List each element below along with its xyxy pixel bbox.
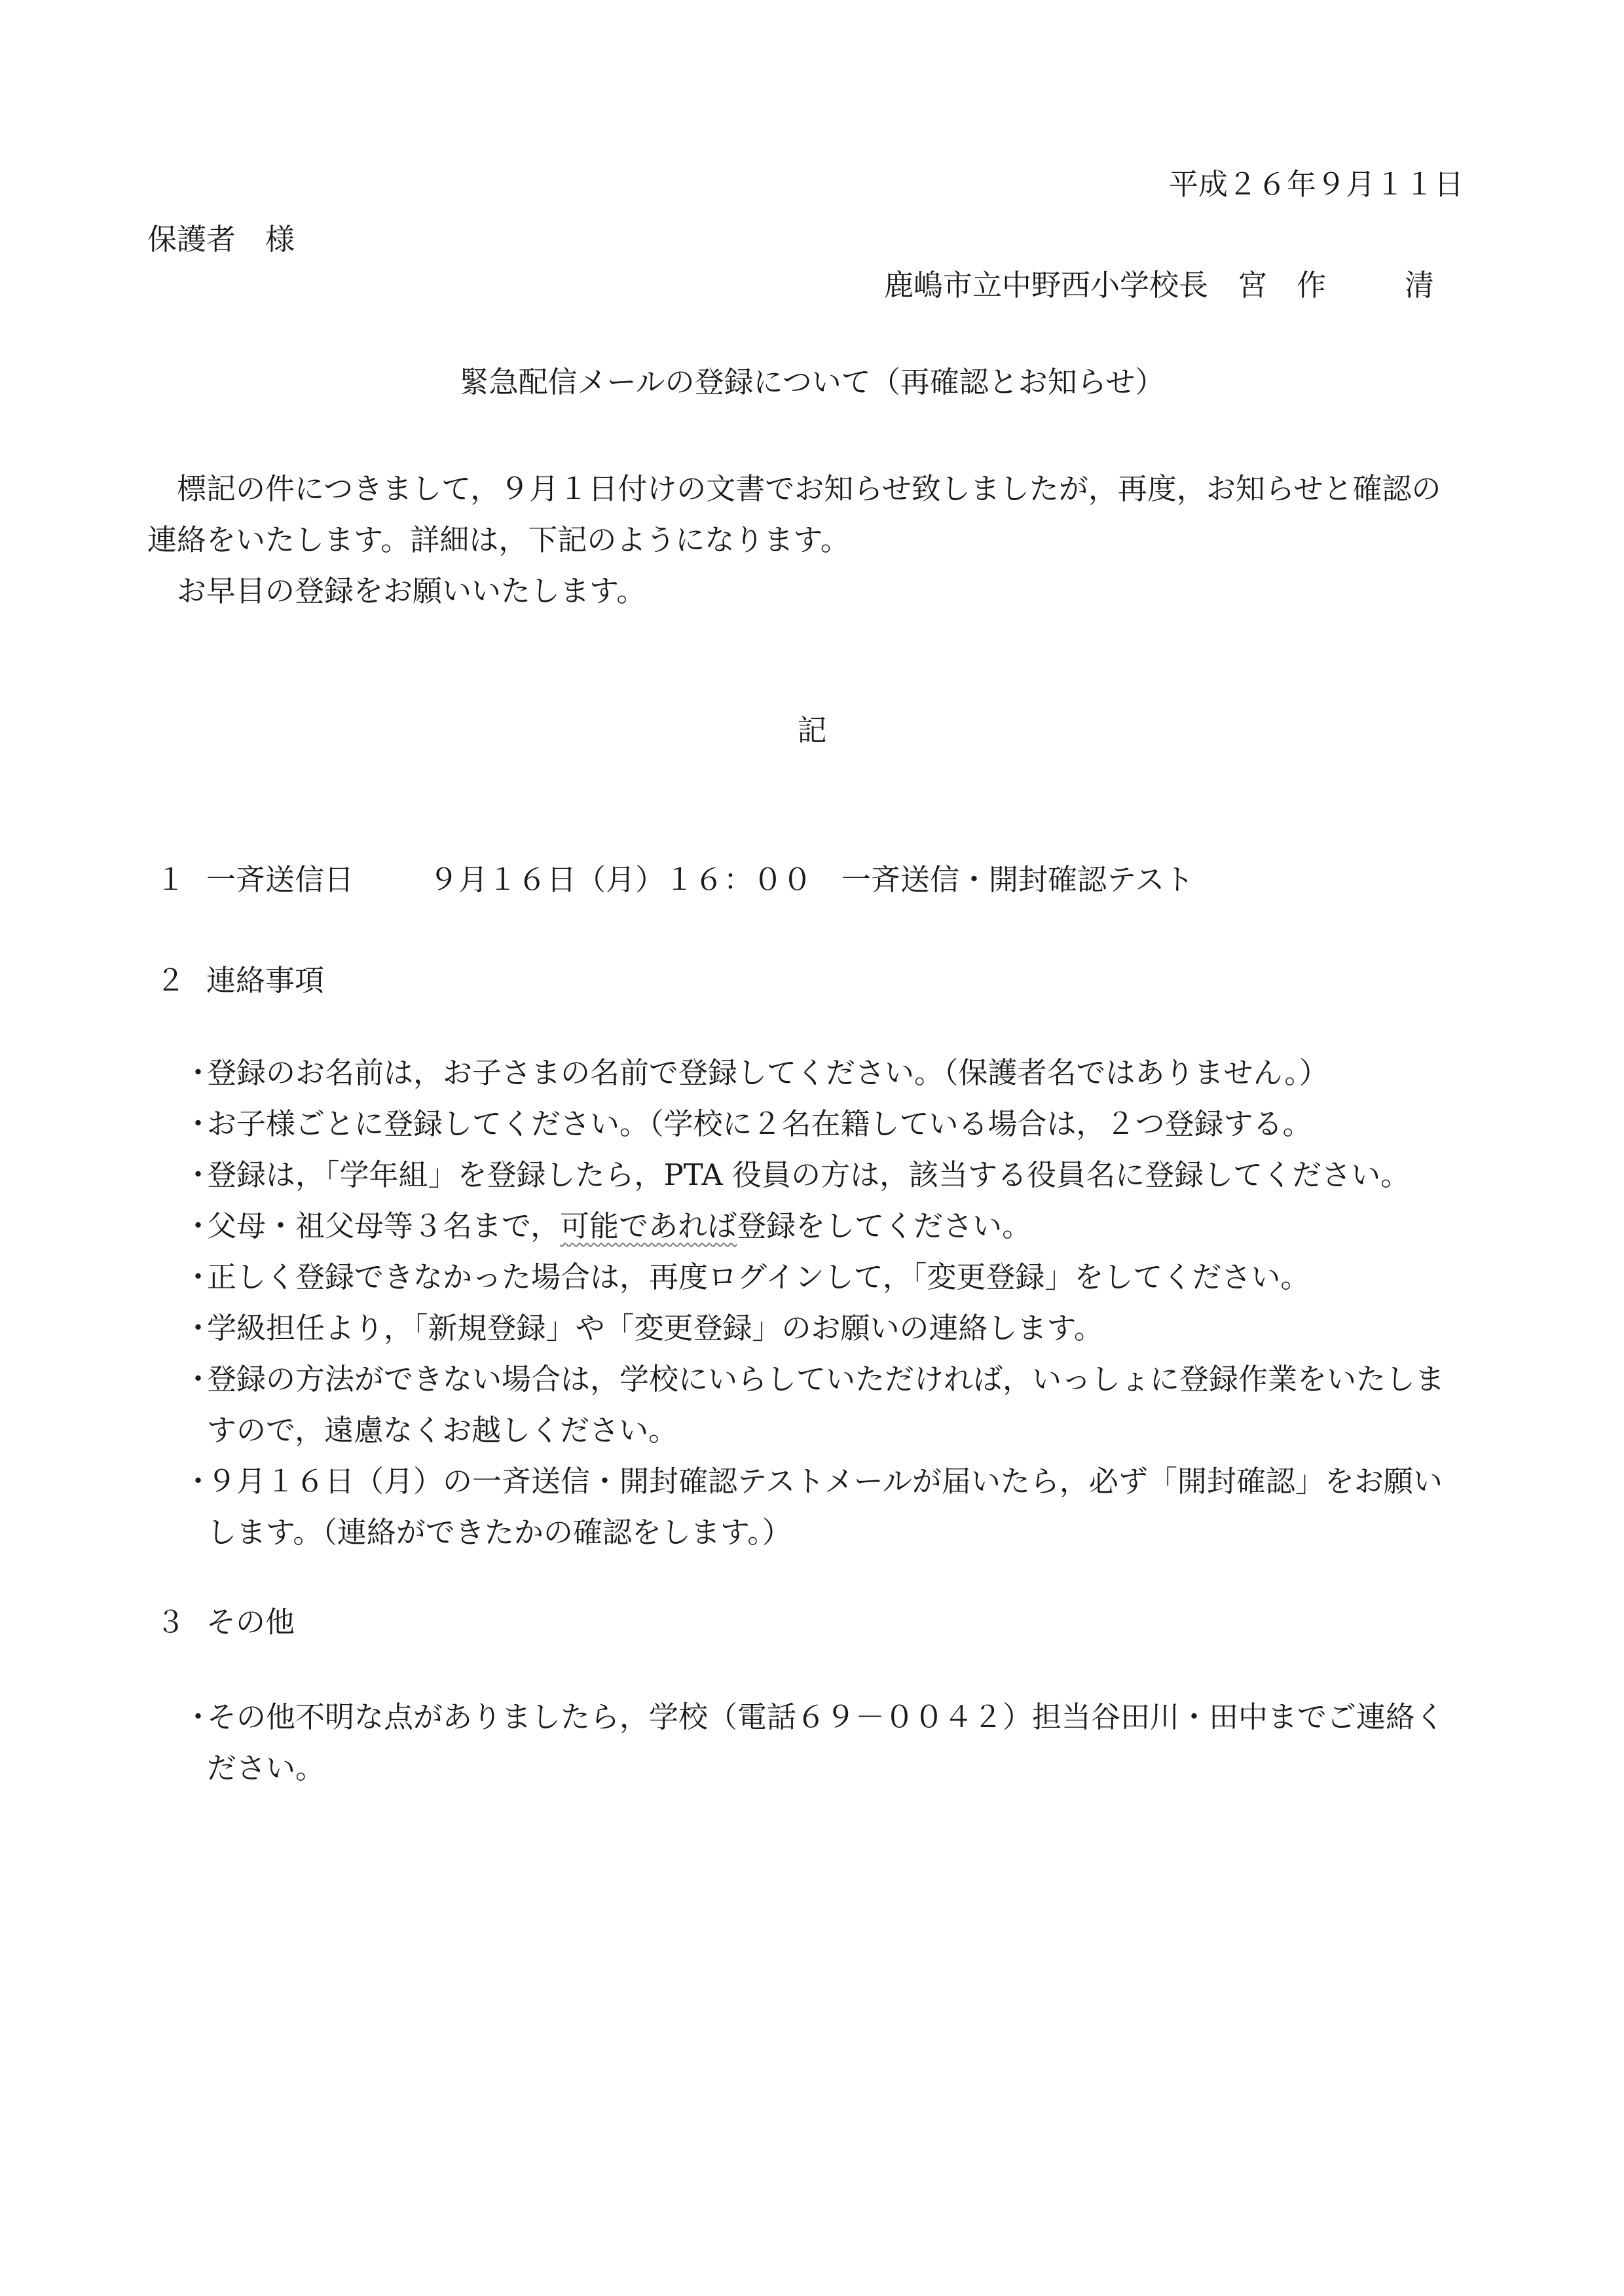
section-2-number: ２ [156,963,186,998]
list-item-text: 登録の方法ができない場合は，学校にいらしていただければ，いっしょに登録作業をいたしますので，遠慮なくお越しください。 [207,1362,1445,1448]
list-item-text: ９月１６日（月）の一斉送信・開封確認テストメールが届いたら，必ず「開封確認」をお願いします。（連絡ができたかの確認をします。） [207,1464,1443,1550]
bullet-mark: ・ [183,1362,213,1396]
section-2-label: 連絡事項 [206,963,325,998]
list-item [183,1150,1470,1201]
section-1-number: １ [156,862,186,897]
bullet-mark: ・ [183,1106,213,1141]
bullet-mark: ・ [183,1260,213,1294]
list-item [183,1048,1470,1099]
addressee: 保護者 様 [147,222,295,257]
list-item [183,1456,1470,1558]
list-item [183,1252,1470,1303]
list-item-text: 父母・祖父母等３名まで， [207,1209,561,1243]
bullet-mark: ・ [183,1055,213,1090]
list-item-text: その他不明な点がありましたら，学校（電話６９－００４２）担当谷田川・田中までご連絡ください。 [207,1700,1445,1785]
intro-block [147,464,1470,617]
list-item [183,1692,1470,1794]
list-item-text: 登録をしてください。 [737,1209,1032,1243]
list-item-text: 登録は，「学年組」を登録したら，PTA 役員の方は，該当する役員名に登録してください。 [207,1157,1411,1192]
sender-org: 鹿嶋市立中野西小学校長 宮 作 [883,268,1326,302]
bullet-mark: ・ [183,1700,213,1734]
section-1 [156,862,1194,898]
bullet-mark: ・ [183,1464,213,1499]
section-1-value: ９月１６日（月）１６：００ 一斉送信・開封確認テスト [429,862,1194,897]
document-title: 緊急配信メールの登録について（再確認とお知らせ） [459,365,1165,399]
list-item [183,1303,1470,1354]
section-1-label: 一斉送信日 [206,862,354,897]
sender-given-name: 清 [1404,268,1434,302]
bullet-mark: ・ [183,1157,213,1192]
section-2-list [183,1048,1470,1558]
intro-paragraph-2: お早目の登録をお願いいたします。 [177,574,646,608]
ki-heading: 記 [797,713,827,748]
list-item-text: 正しく登録できなかった場合は，再度ログインして，「変更登録」をしてください。 [207,1260,1310,1294]
document-date: 平成２６年９月１１日 [1168,167,1464,202]
bullet-mark: ・ [183,1311,213,1345]
section-3-list [183,1692,1470,1794]
section-3 [156,1604,295,1641]
list-item-text: 学級担任より，「新規登録」や「変更登録」のお願いの連絡します。 [207,1311,1103,1345]
list-item [183,1354,1470,1456]
underlined-phrase: 可能であれば [560,1209,737,1243]
list-item [183,1099,1470,1150]
section-2 [156,962,324,999]
bullet-mark: ・ [183,1209,213,1243]
intro-paragraph-1: 標記の件につきまして，９月１日付けの文書でお知らせ致しましたが，再度，お知らせと確認の連絡をいたします。詳細は，下記のようになります。 [147,471,1441,557]
sender [884,267,1434,304]
section-3-label: その他 [206,1605,295,1639]
list-item-text: 登録のお名前は，お子さまの名前で登録してください。（保護者名ではありません。） [207,1055,1329,1090]
section-3-number: ３ [156,1605,186,1639]
list-item [183,1201,1470,1252]
list-item-text: お子様ごとに登録してください。（学校に２名在籍している場合は，２つ登録する。 [207,1106,1312,1141]
